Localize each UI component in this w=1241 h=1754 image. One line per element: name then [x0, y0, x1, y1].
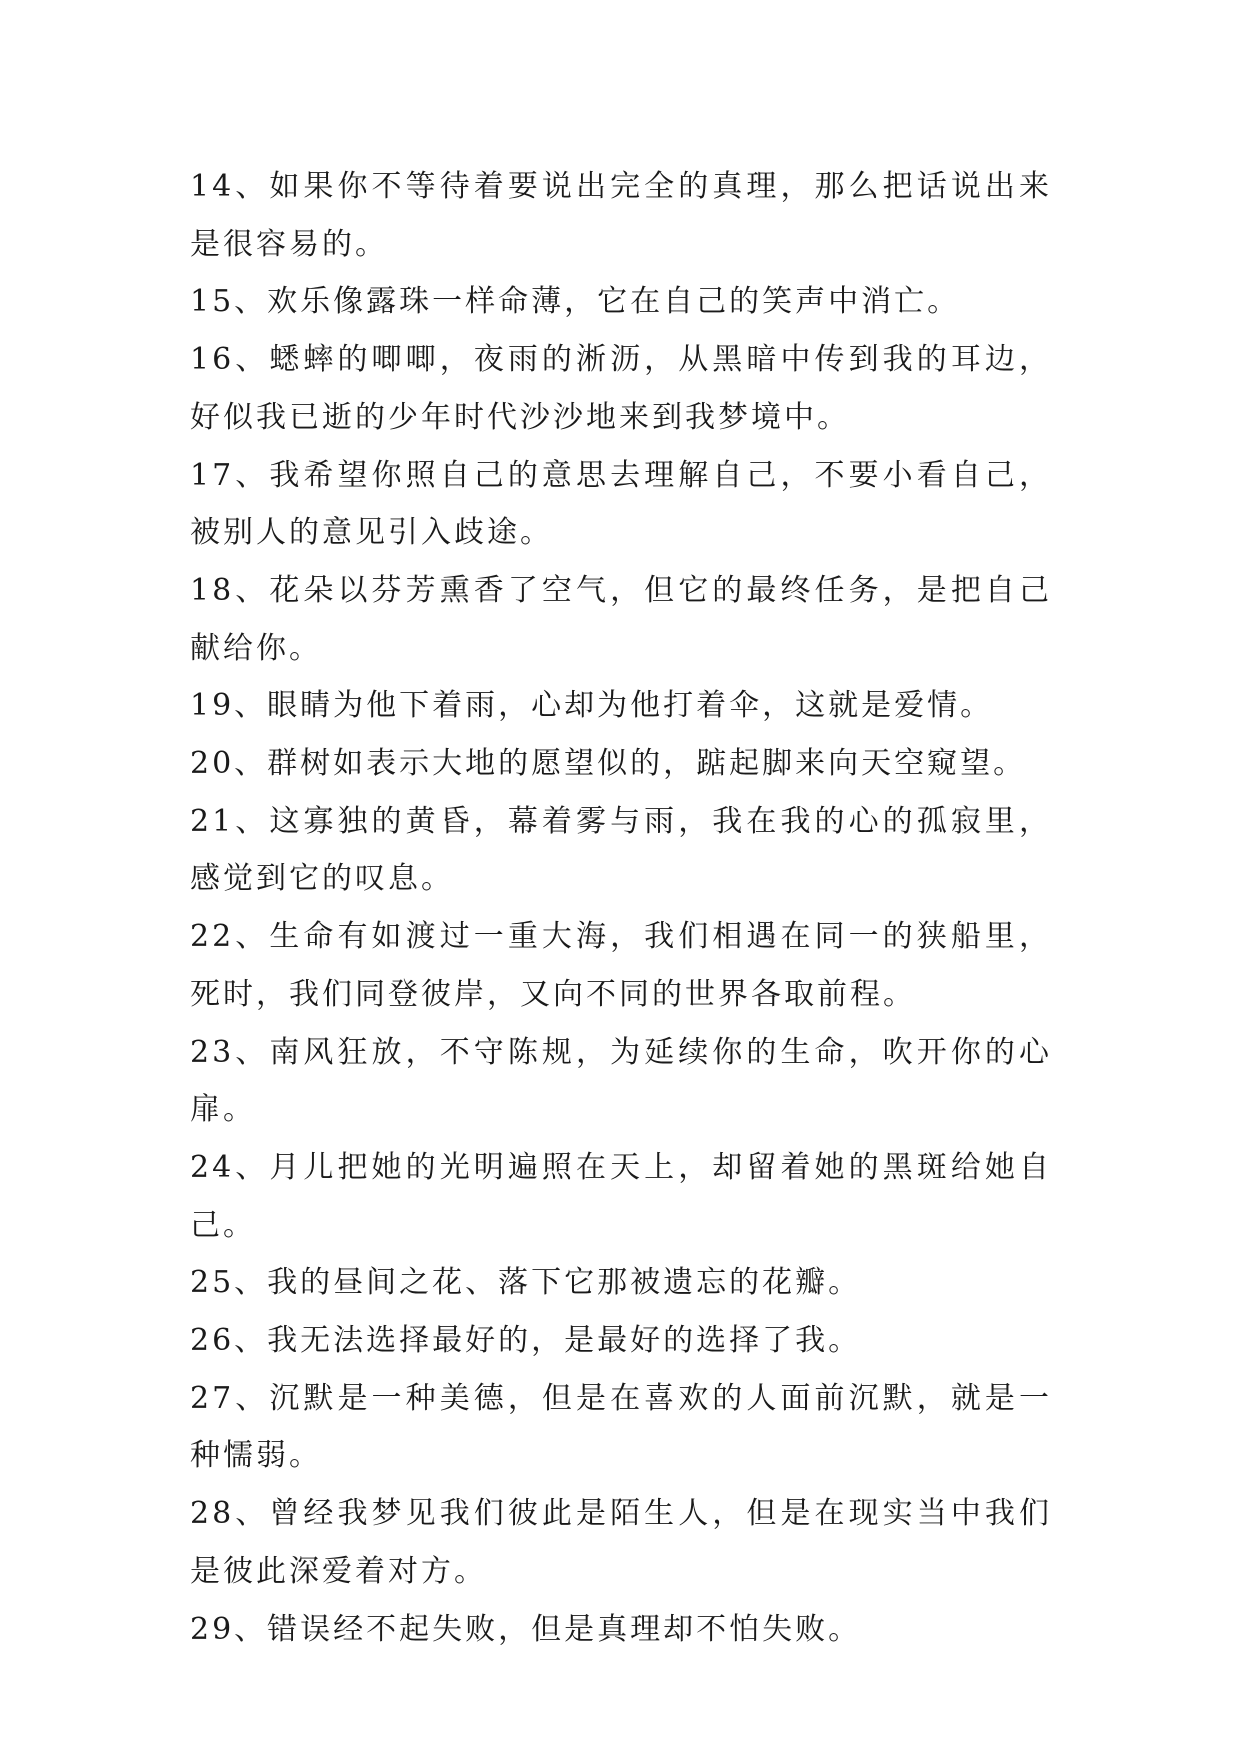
quote-paragraph-27: 27、沉默是一种美德，但是在喜欢的人面前沉默，就是一种懦弱。 — [190, 1380, 1052, 1474]
quote-paragraph-25: 25、我的昼间之花、落下它那被遗忘的花瓣。 — [190, 1265, 862, 1301]
quote-paragraph-19: 19、眼睛为他下着雨，心却为他打着伞，这就是爱情。 — [190, 688, 994, 724]
quote-paragraph-20: 20、群树如表示大地的愿望似的，踮起脚来向天空窥望。 — [190, 746, 1027, 782]
quote-paragraph-28: 28、曾经我梦见我们彼此是陌生人，但是在现实当中我们是彼此深爱着对方。 — [190, 1496, 1052, 1589]
quote-paragraph-22: 22、生命有如渡过一重大海，我们相遇在同一的狭船里，死时，我们同登彼岸，又向不同的世界各取前程。 — [190, 919, 1052, 1012]
quote-paragraph-24: 24、月儿把她的光明遍照在天上，却留着她的黑斑给她自己。 — [190, 1149, 1052, 1243]
quote-paragraph-17: 17、我希望你照自己的意思去理解自己，不要小看自己，被别人的意见引入歧途。 — [190, 457, 1052, 551]
quote-paragraph-16: 16、蟋蟀的唧唧，夜雨的淅沥，从黑暗中传到我的耳边，好似我已逝的少年时代沙沙地来到我梦境中。 — [190, 342, 1052, 435]
quote-paragraph-26: 26、我无法选择最好的，是最好的选择了我。 — [190, 1323, 862, 1359]
quote-paragraph-29: 29、错误经不起失败，但是真理却不怕失败。 — [190, 1611, 862, 1647]
quote-paragraph-23: 23、南风狂放，不守陈规，为延续你的生命，吹开你的心扉。 — [190, 1034, 1052, 1128]
quote-paragraph-21: 21、这寡独的黄昏，幕着雾与雨，我在我的心的孤寂里，感觉到它的叹息。 — [190, 803, 1052, 897]
document-body — [190, 158, 1052, 1658]
quote-paragraph-14: 14、如果你不等待着要说出完全的真理，那么把话说出来是很容易的。 — [190, 169, 1052, 262]
quote-paragraph-15: 15、欢乐像露珠一样命薄，它在自己的笑声中消亡。 — [190, 284, 961, 320]
quote-paragraph-18: 18、花朵以芬芳熏香了空气，但它的最终任务，是把自己献给你。 — [190, 572, 1052, 666]
